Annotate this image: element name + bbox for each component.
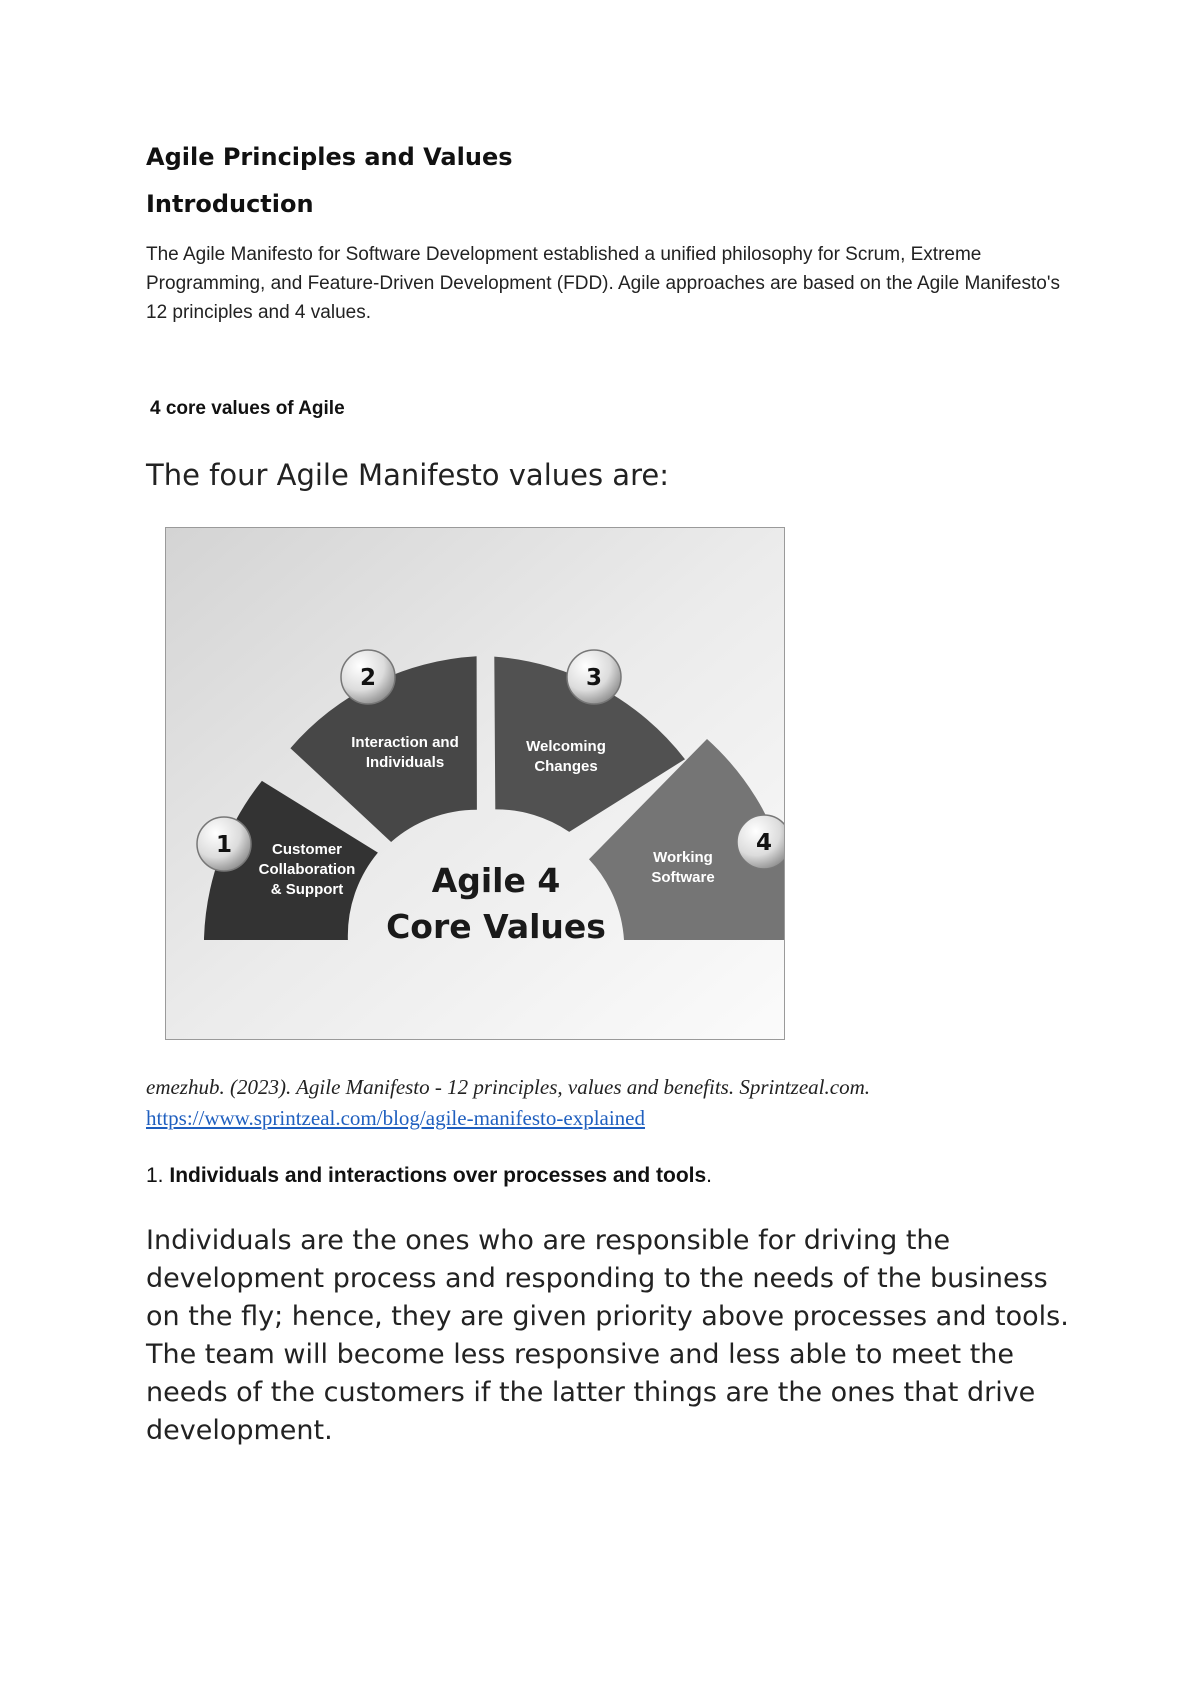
segment-2-label-line-1: Interaction and xyxy=(351,734,459,751)
document-title: Agile Principles and Values xyxy=(146,143,513,171)
segment-1-label-line-2: Collaboration xyxy=(258,861,356,878)
segment-1-label-line-1: Customer xyxy=(271,841,343,858)
core-values-heading: 4 core values of Agile xyxy=(150,398,345,419)
segment-4-label-line-1: Working xyxy=(653,849,713,866)
segment-3-label-line-1: Welcoming xyxy=(526,738,606,755)
citation-text: emezhub. (2023). Agile Manifesto - 12 principles, values and benefits. Sprintzeal.com. xyxy=(146,1075,870,1099)
value-1-body: Individuals are the ones who are responsible for driving the development process and responding to the needs of the business on the fly; hence, they are given priority above processes and tools. The team will become less responsive and less able to meet the needs of the customers if the latter things are the ones that drive development. xyxy=(146,1225,1069,1446)
value-1-period: . xyxy=(706,1164,713,1187)
figure-center-title-line-1: Agile 4 xyxy=(431,861,561,900)
citation-link[interactable]: https://www.sprintzeal.com/blog/agile-manifesto-explained xyxy=(146,1106,646,1130)
intro-heading: Introduction xyxy=(146,190,314,218)
figure-citation xyxy=(146,1072,1106,1134)
segment-2-label-line-2: Individuals xyxy=(365,754,445,771)
badge-3-number: 3 xyxy=(585,665,603,691)
intro-paragraph: The Agile Manifesto for Software Development established a unified philosophy for Scrum, Extreme Programming, and Feature-Driven Development (FDD). Agile approaches are based on the Agile Manifesto's 12 principles and 4 values. xyxy=(146,244,1060,323)
value-1-heading xyxy=(146,1164,712,1188)
segment-3-label-line-2: Changes xyxy=(534,758,598,775)
segment-4-label-line-2: Software xyxy=(651,869,715,886)
value-1-title: Individuals and interactions over processes and tools xyxy=(169,1164,707,1187)
badge-4-number: 4 xyxy=(755,830,773,856)
segment-1-label-line-3: & Support xyxy=(270,881,344,898)
values-intro-text: The four Agile Manifesto values are: xyxy=(146,458,669,492)
agile-core-values-figure xyxy=(165,527,785,1040)
figure-center-title-line-2: Core Values xyxy=(386,907,606,946)
badge-2-number: 2 xyxy=(359,665,377,691)
badge-1-number: 1 xyxy=(215,832,233,858)
value-1-number: 1. xyxy=(146,1164,164,1187)
